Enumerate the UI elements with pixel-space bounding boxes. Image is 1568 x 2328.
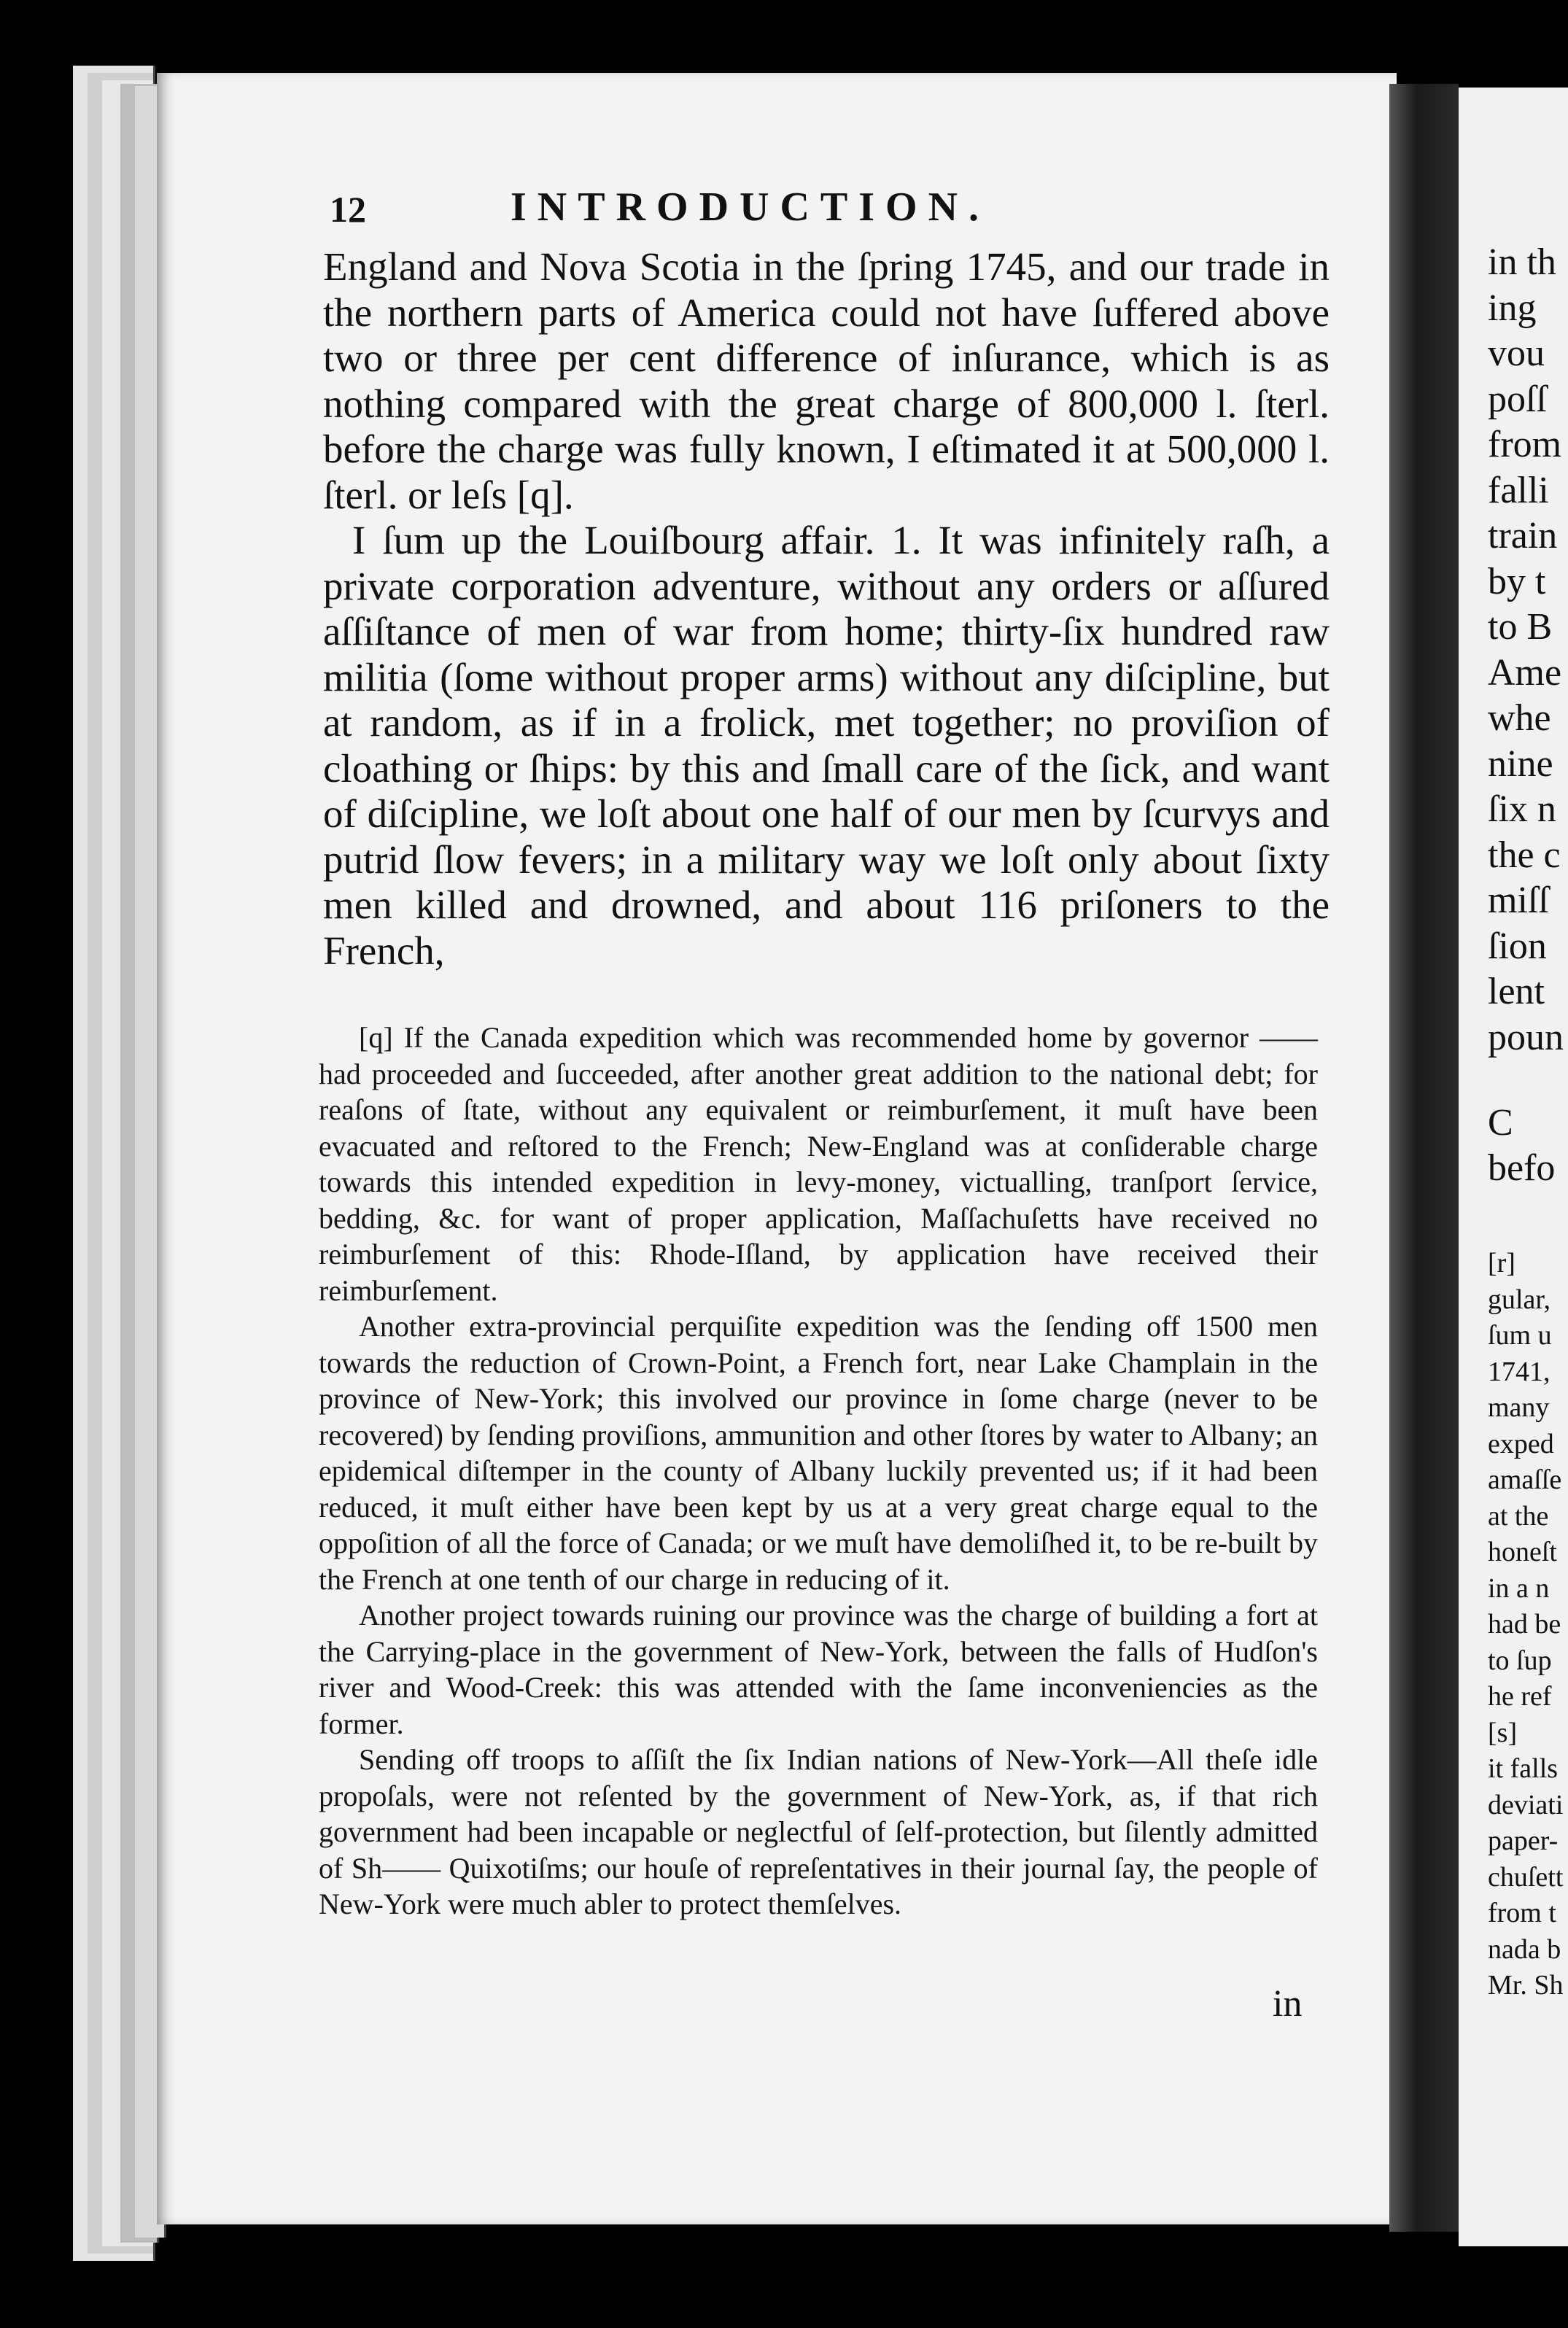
facing-page-line: ſion [1488, 925, 1547, 967]
footnote-paragraph: Another project towards ruining our province was the charge of building a fort at the Carrying-place in the government of New-York, between the falls of Hudſon's river and Wood-Creek: this was attended with the ſame inconveniencies as the former. [319, 1599, 1318, 1740]
facing-page-line: by t [1488, 560, 1546, 602]
facing-page-note-line: 1741, [1488, 1356, 1550, 1387]
facing-page-line: Ame [1488, 651, 1562, 694]
footnotes [319, 1020, 1318, 1922]
facing-page-note-line: chuſett [1488, 1861, 1564, 1893]
facing-page-heading-line: C [1488, 1102, 1513, 1144]
facing-page-note-line: to ſup [1488, 1645, 1552, 1676]
facing-page-line: poſſ [1488, 378, 1547, 420]
page-number: 12 [330, 189, 366, 230]
facing-page-heading-line: befo [1488, 1147, 1556, 1189]
facing-page-line: nine [1488, 742, 1553, 785]
facing-page-note-line: exped [1488, 1428, 1554, 1459]
main-paragraph: I ſum up the Louiſbourg affair. 1. It was infinitely raſh, a private corporation adventure, without any orders or aſſured aſſiſtance of men of war from home; thirty-ſix hundred raw militia (ſome without proper arms) without any diſcipline, but at random, as if in a frolick, met together; no proviſion of cloathing or ſhips: by this and ſmall care of the ſick, and want of diſcipline, we loſt about one half of our men by ſcurvys and putrid ſlow fevers; in a military way we loſt only about ſixty men killed and drowned, and about 116 priſoners to the French, [323, 518, 1330, 973]
running-head: INTRODUCTION. [511, 185, 990, 230]
facing-page-note-line: honeſt [1488, 1537, 1557, 1567]
footnote-paragraph: [q] If the Canada expedition which was recommended home by governor ——had proceeded and ſucceeded, after another great addition to the national debt; for reaſons of ſtate, without any equivalent or reimburſement, it muſt have been evacuated and reſtored to the French; New-England was at conſiderable charge towards this intended expedition in levy-money, victualling, tranſport ſervice, bedding, &c. for want of proper application, Maſſachuſetts have received no reimburſement of this: Rhode-Iſland, by application have received their reimburſement. [319, 1021, 1318, 1307]
facing-page-note-line: many [1488, 1392, 1550, 1423]
facing-page-note-line: nada b [1488, 1933, 1561, 1965]
facing-page-note-line: at the [1488, 1500, 1549, 1532]
facing-page-note-line: Mr. Sh [1488, 1970, 1564, 2001]
main-paragraph: England and Nova Scotia in the ſpring 1745, and our trade in the northern parts of America could not have ſuffered above two or three per cent difference of inſurance, which is as nothing compared with the great charge of 800,000 l. ſterl. before the charge was fully known, I eſtimated it at 500,000 l. ſterl. or leſs [q]. [323, 244, 1330, 517]
facing-page-line: to B [1488, 606, 1553, 648]
facing-page-note-line: he ref [1488, 1681, 1552, 1712]
facing-page-line: ſix n [1488, 788, 1556, 830]
facing-page-line: falli [1488, 469, 1549, 511]
facing-page-line: from [1488, 424, 1562, 465]
facing-page-note-line: had be [1488, 1609, 1561, 1640]
facing-page-note-line: amaſſe [1488, 1464, 1562, 1495]
facing-page-note-line: ſum u [1488, 1320, 1552, 1351]
facing-page [1459, 88, 1568, 2246]
catchword: in [1273, 1983, 1303, 2025]
facing-page-note-line: it falls [1488, 1753, 1559, 1784]
facing-page-note-line: from t [1488, 1898, 1556, 1928]
facing-page-line: poun [1488, 1016, 1564, 1058]
facing-page-line: whe [1488, 697, 1551, 739]
facing-page-line: vou [1488, 333, 1545, 374]
footnote-paragraph: Another extra-provincial perquiſite expedition was the ſending off 1500 men towards the reduction of Crown-Point, a French fort, near Lake Champlain in the province of New-York; this involved our province in ſome charge (never to be recovered) by ſending proviſions, ammunition and other ſtores by water to Albany; an epidemical diſtemper in the county of Albany luckily prevented us; if it had been reduced, it muſt either have been kept by us at a very great charge equal to the oppoſition of all the force of Canada; or we muſt have demoliſhed it, to be re-built by the French at one tenth of our charge in reducing of it. [319, 1310, 1318, 1596]
facing-page-line: lent [1488, 971, 1545, 1012]
book-gutter [1389, 84, 1459, 2232]
facing-page-line: ing [1488, 287, 1537, 329]
facing-page-line: train [1488, 515, 1558, 556]
facing-page-line: miſſ [1488, 880, 1549, 921]
main-text [323, 244, 1330, 974]
facing-page-note-line: paper- [1488, 1825, 1559, 1856]
facing-page-line: the c [1488, 834, 1561, 876]
facing-page-note-line: in a n [1488, 1572, 1550, 1604]
facing-page-note-line: deviati [1488, 1789, 1564, 1820]
facing-page-note-line: gular, [1488, 1284, 1551, 1315]
facing-page-note-line: [r] [1488, 1248, 1515, 1279]
facing-page-line: in th [1488, 241, 1556, 283]
footnote-paragraph: Sending off troops to aſſiſt the ſix Indian nations of New-York—All theſe idle propoſals, were not reſented by the government of New-York, as, if that rich government had been incapable or neglectful of ſelf-protection, but ſilently admitted of Sh—— Quixotiſms; our houſe of repreſentatives in their journal ſay, the people of New-York were much abler to protect themſelves. [319, 1743, 1318, 1920]
facing-page-note-line: [s] [1488, 1717, 1518, 1748]
